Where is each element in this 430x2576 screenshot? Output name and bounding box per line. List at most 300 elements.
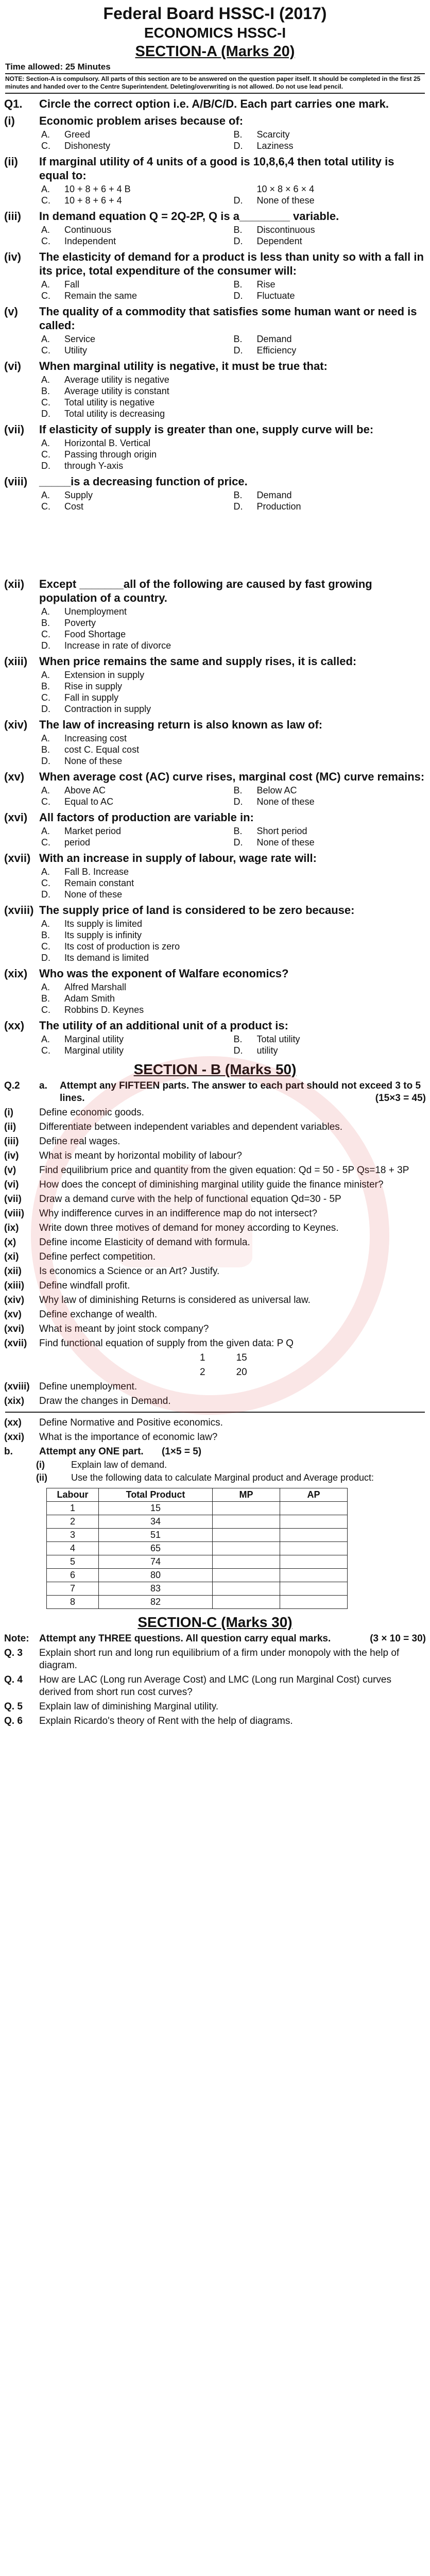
option-text: Adam Smith bbox=[64, 993, 115, 1004]
section-c-title: SECTION-C (Marks 30) bbox=[137, 1614, 293, 1630]
option-text: Total utility bbox=[256, 1034, 300, 1044]
divider bbox=[5, 1412, 425, 1413]
option-row bbox=[41, 385, 426, 397]
option-letter: B. bbox=[233, 225, 243, 235]
part-number: (viii) bbox=[4, 1208, 25, 1219]
mcq-options bbox=[41, 183, 426, 206]
mcq-options bbox=[41, 785, 426, 807]
option-letter: D. bbox=[41, 461, 50, 471]
section-b-part bbox=[4, 1208, 426, 1220]
option-text: Laziness bbox=[256, 141, 294, 151]
option-letter: C. bbox=[41, 1005, 50, 1015]
table-cell: 83 bbox=[99, 1582, 213, 1596]
option-row bbox=[41, 981, 426, 993]
table-cell: 8 bbox=[47, 1596, 99, 1609]
table-cell: 80 bbox=[99, 1569, 213, 1582]
option-text: Below AC bbox=[256, 785, 297, 795]
option-text: Its cost of production is zero bbox=[64, 941, 180, 952]
instructions-note: NOTE: Section-A is compulsory. All parts of this section are to be answered on the question paper itself. It should be completed in the first 25 minutes and handed over to the Centre Superintendent. Deleting/overwriting is not allowed. Do not use lead pencil. bbox=[5, 75, 425, 94]
option-text: Remain the same bbox=[64, 291, 137, 301]
option-grid bbox=[41, 333, 426, 356]
option-letter: A. bbox=[41, 438, 50, 448]
option-grid bbox=[41, 489, 426, 512]
option-text: Cost bbox=[64, 501, 84, 512]
option-row bbox=[41, 460, 426, 471]
section-b-part bbox=[4, 1294, 426, 1307]
table-header-cell: Labour bbox=[47, 1488, 99, 1502]
mcq-stem: If elasticity of supply is greater than one, supply curve will be: bbox=[39, 423, 374, 436]
table-row bbox=[47, 1529, 348, 1542]
option-letter: A. bbox=[41, 490, 50, 500]
section-a-title: SECTION-A (Marks 20) bbox=[135, 43, 295, 60]
part-number: (x) bbox=[4, 1237, 16, 1248]
option-text: None of these bbox=[256, 195, 315, 206]
mcq-question bbox=[4, 577, 426, 605]
question-text: Explain Ricardo's theory of Rent with the help of diagrams. bbox=[39, 1716, 293, 1726]
mcq-question bbox=[4, 718, 426, 732]
mcq-number: (xv) bbox=[4, 770, 25, 783]
mcq-options bbox=[41, 374, 426, 419]
section-b-part bbox=[4, 1395, 426, 1408]
option-text: Short period bbox=[256, 826, 307, 836]
option-row bbox=[41, 941, 426, 952]
q2b-label: b. bbox=[4, 1446, 13, 1457]
mcq-number: (xx) bbox=[4, 1019, 25, 1032]
option-letter: B. bbox=[233, 1034, 243, 1044]
option-text: Equal to AC bbox=[64, 796, 114, 807]
option-text: Dishonesty bbox=[64, 141, 111, 151]
option-letter: C. bbox=[41, 941, 50, 952]
part-text: Define income Elasticity of demand with formula. bbox=[39, 1237, 250, 1248]
section-b-part bbox=[4, 1417, 426, 1429]
part-number: (xiii) bbox=[4, 1280, 25, 1291]
mcq-question bbox=[4, 474, 426, 488]
table-cell bbox=[280, 1569, 348, 1582]
option-letter: D. bbox=[233, 141, 243, 151]
mcq-question bbox=[4, 422, 426, 436]
mcq-number: (iii) bbox=[4, 210, 21, 223]
option-letter: A. bbox=[41, 785, 50, 795]
option-letter: D. bbox=[41, 704, 50, 714]
mcq-number: (i) bbox=[4, 114, 15, 127]
option-text: through Y-axis bbox=[64, 461, 124, 471]
option-letter: C. bbox=[41, 236, 50, 246]
option-text: None of these bbox=[256, 837, 315, 848]
part-number: (vii) bbox=[4, 1194, 22, 1205]
option-letter: C. bbox=[41, 878, 50, 888]
pq-q: 15 bbox=[236, 1352, 247, 1363]
option-text: Fall B. Increase bbox=[64, 867, 129, 877]
table-cell: 5 bbox=[47, 1555, 99, 1569]
option-text: Extension in supply bbox=[64, 670, 145, 680]
note-label: Note: bbox=[4, 1633, 29, 1644]
option-row bbox=[41, 617, 426, 629]
table-cell bbox=[280, 1596, 348, 1609]
option-row bbox=[41, 755, 426, 767]
option-letter: B. bbox=[41, 386, 50, 396]
part-number: (ii) bbox=[4, 1122, 16, 1132]
table-cell bbox=[213, 1582, 280, 1596]
option-row bbox=[41, 681, 426, 692]
part-text: Differentiate between independent variables and dependent variables. bbox=[39, 1122, 343, 1132]
option-text: Total utility is negative bbox=[64, 397, 155, 408]
option-text: Utility bbox=[64, 345, 87, 355]
option-letter: C. bbox=[41, 629, 50, 639]
table-cell: 74 bbox=[99, 1555, 213, 1569]
q2-stem-text: Attempt any FIFTEEN parts. The answer to each part should not exceed 3 to 5 lines. bbox=[60, 1080, 421, 1104]
table-cell bbox=[280, 1502, 348, 1515]
table-cell: 2 bbox=[47, 1515, 99, 1529]
option-text: Supply bbox=[64, 490, 93, 500]
table-cell: 51 bbox=[99, 1529, 213, 1542]
option-letter: B. bbox=[41, 618, 50, 628]
option-row bbox=[41, 993, 426, 1004]
part-number: (xiv) bbox=[4, 1295, 25, 1306]
mcq-number: (xvii) bbox=[4, 852, 31, 865]
q2b-part bbox=[36, 1472, 426, 1484]
section-b-part bbox=[4, 1251, 426, 1263]
mcq-options bbox=[41, 224, 426, 247]
option-text: None of these bbox=[256, 796, 315, 807]
note-text-wrap bbox=[39, 1633, 426, 1645]
table-cell bbox=[280, 1515, 348, 1529]
option-row bbox=[41, 744, 426, 755]
option-text: Its supply is limited bbox=[64, 919, 143, 929]
option-letter: A. bbox=[41, 826, 50, 836]
part-number: (xviii) bbox=[4, 1381, 30, 1392]
table-row bbox=[47, 1502, 348, 1515]
option-letter: D. bbox=[41, 640, 50, 651]
mcq-number: (vi) bbox=[4, 360, 21, 372]
option-text: Market period bbox=[64, 826, 122, 836]
option-row bbox=[41, 889, 426, 900]
option-text: Average utility is constant bbox=[64, 386, 169, 396]
option-letter: B. bbox=[233, 334, 243, 344]
mcq-question bbox=[4, 654, 426, 668]
option-grid bbox=[41, 183, 426, 206]
option-letter: A. bbox=[41, 129, 50, 140]
mcq-options bbox=[41, 918, 426, 963]
table-cell: 82 bbox=[99, 1596, 213, 1609]
q2-stem bbox=[60, 1080, 426, 1105]
question-number: Q. 5 bbox=[4, 1701, 23, 1712]
option-letter: B. bbox=[41, 993, 50, 1004]
mcq-number: (xiii) bbox=[4, 655, 28, 668]
section-b-part bbox=[4, 1381, 426, 1393]
part-number: (iv) bbox=[4, 1150, 19, 1161]
option-letter: B. bbox=[41, 930, 50, 940]
pq-data-row bbox=[4, 1366, 426, 1379]
part-number: (iii) bbox=[4, 1136, 19, 1147]
part-text: Define Normative and Positive economics. bbox=[39, 1417, 223, 1428]
option-letter: A. bbox=[41, 279, 50, 290]
q2-heading bbox=[4, 1080, 426, 1105]
q2-marks: (15×3 = 45) bbox=[375, 1093, 426, 1104]
mcq-stem: _____is a decreasing function of price. bbox=[39, 475, 248, 488]
mcq-options bbox=[41, 489, 426, 512]
q2b-heading bbox=[4, 1446, 426, 1458]
option-text: Continuous bbox=[64, 225, 112, 235]
section-c-question bbox=[4, 1647, 426, 1672]
option-text: Contraction in supply bbox=[64, 704, 151, 714]
part-text: Define unemployment. bbox=[39, 1381, 137, 1392]
mcq-stem: When average cost (AC) curve rises, marginal cost (MC) curve remains: bbox=[39, 770, 425, 783]
option-letter: C. bbox=[41, 345, 50, 355]
part-text: How does the concept of diminishing marginal utility guide the finance minister? bbox=[39, 1179, 384, 1190]
part-text: Why indifference curves in an indifference map do not intersect? bbox=[39, 1208, 318, 1219]
option-letter: B. bbox=[41, 744, 50, 755]
section-c-question bbox=[4, 1715, 426, 1727]
part-number: (xi) bbox=[4, 1251, 19, 1262]
mcq-options bbox=[41, 981, 426, 1015]
option-text: Dependent bbox=[256, 236, 302, 246]
table-row bbox=[47, 1542, 348, 1555]
mcq-stem: All factors of production are variable in: bbox=[39, 811, 254, 824]
mcq-options bbox=[41, 825, 426, 848]
mcq-options bbox=[41, 606, 426, 651]
option-letter: B. bbox=[41, 681, 50, 691]
option-text: Independent bbox=[64, 236, 116, 246]
section-b-part bbox=[4, 1265, 426, 1278]
mcq-question bbox=[4, 903, 426, 917]
table-cell bbox=[213, 1596, 280, 1609]
part-text: Draw the changes in Demand. bbox=[39, 1396, 171, 1406]
table-cell: 34 bbox=[99, 1515, 213, 1529]
option-letter: A. bbox=[41, 1034, 50, 1044]
section-b-part bbox=[4, 1150, 426, 1162]
part-text: Define perfect competition. bbox=[39, 1251, 156, 1262]
option-grid bbox=[41, 279, 426, 301]
option-text: Average utility is negative bbox=[64, 375, 169, 385]
option-text: Rise in supply bbox=[64, 681, 123, 691]
part-number: (xvii) bbox=[4, 1338, 27, 1349]
part-text: Draw a demand curve with the help of functional equation Qd=30 - 5P bbox=[39, 1194, 341, 1205]
option-letter: C. bbox=[41, 397, 50, 408]
production-table bbox=[46, 1488, 348, 1609]
table-header-row bbox=[47, 1488, 348, 1502]
mcq-question bbox=[4, 967, 426, 980]
part-number: (i) bbox=[36, 1460, 45, 1470]
pq-q: 20 bbox=[236, 1367, 247, 1378]
table-cell bbox=[280, 1542, 348, 1555]
mcq-number: (v) bbox=[4, 305, 18, 318]
part-number: (xxi) bbox=[4, 1432, 25, 1443]
mcq-stem: In demand equation Q = 2Q-2P, Q is a________ variable. bbox=[39, 210, 339, 223]
option-text: Increasing cost bbox=[64, 733, 127, 743]
option-letter: D. bbox=[233, 236, 243, 246]
option-letter: C. bbox=[41, 501, 50, 512]
part-number: (xv) bbox=[4, 1309, 22, 1320]
part-text: Define real wages. bbox=[39, 1136, 121, 1147]
q1-heading bbox=[4, 97, 426, 111]
option-text: Rise bbox=[256, 279, 276, 290]
part-text: Define windfall profit. bbox=[39, 1280, 130, 1291]
section-b-part bbox=[4, 1323, 426, 1335]
table-cell: 4 bbox=[47, 1542, 99, 1555]
option-grid bbox=[41, 1033, 426, 1056]
option-letter: C. bbox=[41, 141, 50, 151]
section-c-question bbox=[4, 1674, 426, 1699]
option-text: period bbox=[64, 837, 91, 848]
table-cell: 65 bbox=[99, 1542, 213, 1555]
part-number: (xvi) bbox=[4, 1324, 25, 1334]
mcq-stem: When marginal utility is negative, it must be true that: bbox=[39, 360, 328, 372]
part-text: Explain law of demand. bbox=[71, 1460, 167, 1470]
part-number: (xii) bbox=[4, 1266, 22, 1277]
option-letter: C. bbox=[41, 1045, 50, 1056]
part-text: Use the following data to calculate Marginal product and Average product: bbox=[71, 1472, 374, 1483]
mcq-number: (xii) bbox=[4, 578, 25, 590]
option-row bbox=[41, 437, 426, 449]
option-row bbox=[41, 449, 426, 460]
option-letter: D. bbox=[233, 796, 243, 807]
part-number: (i) bbox=[4, 1107, 13, 1118]
option-text: Service bbox=[64, 334, 96, 344]
table-cell bbox=[213, 1529, 280, 1542]
table-row bbox=[47, 1596, 348, 1609]
question-text: Explain short run and long run equilibrium of a firm under monopoly with the help of diagram. bbox=[39, 1648, 400, 1671]
part-text: What is meant by joint stock company? bbox=[39, 1324, 209, 1334]
option-letter: A. bbox=[41, 982, 50, 992]
option-text: Its supply is infinity bbox=[64, 930, 142, 940]
option-letter: C. bbox=[41, 291, 50, 301]
option-letter: D. bbox=[233, 345, 243, 355]
option-letter: D. bbox=[41, 756, 50, 766]
table-cell: 15 bbox=[99, 1502, 213, 1515]
mcq-number: (xix) bbox=[4, 967, 28, 980]
mcq-options bbox=[41, 1033, 426, 1056]
option-letter: B. bbox=[233, 826, 243, 836]
option-letter: A. bbox=[41, 184, 50, 194]
table-cell bbox=[213, 1542, 280, 1555]
table-cell: 7 bbox=[47, 1582, 99, 1596]
q2-number: Q.2 bbox=[4, 1080, 20, 1091]
option-text: cost C. Equal cost bbox=[64, 744, 140, 755]
option-row bbox=[41, 1004, 426, 1015]
option-letter: B. bbox=[233, 129, 243, 140]
mcq-stem: The supply price of land is considered to be zero because: bbox=[39, 904, 355, 917]
table-cell bbox=[280, 1529, 348, 1542]
part-number: (ix) bbox=[4, 1223, 19, 1233]
option-text: Total utility is decreasing bbox=[64, 409, 165, 419]
option-grid bbox=[41, 785, 426, 807]
option-letter: D. bbox=[233, 195, 243, 206]
option-row bbox=[41, 918, 426, 929]
option-text: Unemployment bbox=[64, 606, 127, 617]
section-b-part bbox=[4, 1337, 426, 1350]
option-row bbox=[41, 374, 426, 385]
option-grid bbox=[41, 825, 426, 848]
mcq-question bbox=[4, 304, 426, 332]
q2-part-a-label: a. bbox=[39, 1080, 47, 1091]
option-text: Greed bbox=[64, 129, 91, 140]
option-text: 10 + 8 + 6 + 4 B bbox=[64, 184, 131, 194]
mcq-number: (xviii) bbox=[4, 904, 34, 917]
option-text: Increase in rate of divorce bbox=[64, 640, 171, 651]
pq-p: 1 bbox=[200, 1352, 205, 1363]
option-letter: A. bbox=[41, 375, 50, 385]
q2b-stem bbox=[39, 1446, 426, 1458]
question-number: Q. 4 bbox=[4, 1674, 23, 1685]
mcq-number: (ii) bbox=[4, 155, 18, 168]
option-letter: D. bbox=[41, 409, 50, 419]
mcq-options bbox=[41, 129, 426, 151]
mcq-options bbox=[41, 333, 426, 356]
option-letter: A. bbox=[41, 670, 50, 680]
part-number: (xx) bbox=[4, 1417, 22, 1428]
option-text: Food Shortage bbox=[64, 629, 126, 639]
section-b-part bbox=[4, 1121, 426, 1133]
table-header-cell: MP bbox=[213, 1488, 280, 1502]
mcq-stem: The law of increasing return is also known as law of: bbox=[39, 718, 323, 731]
option-letter: C. bbox=[41, 195, 50, 206]
option-grid bbox=[41, 129, 426, 151]
part-text: Define economic goods. bbox=[39, 1107, 144, 1118]
mcq-question bbox=[4, 770, 426, 784]
option-row bbox=[41, 669, 426, 681]
option-letter: D. bbox=[233, 1045, 243, 1056]
part-text: What is the importance of economic law? bbox=[39, 1432, 218, 1443]
option-letter bbox=[234, 183, 257, 195]
mcq-options bbox=[41, 437, 426, 471]
option-row bbox=[41, 640, 426, 651]
question-number: Q. 3 bbox=[4, 1648, 23, 1658]
table-cell: 6 bbox=[47, 1569, 99, 1582]
mcq-stem: Except _______all of the following are caused by fast growing population of a country. bbox=[39, 578, 372, 604]
option-row bbox=[41, 929, 426, 941]
option-letter: C. bbox=[41, 449, 50, 460]
option-row bbox=[41, 408, 426, 419]
option-row bbox=[41, 733, 426, 744]
part-text: Write down three motives of demand for money according to Keynes. bbox=[39, 1223, 339, 1233]
mcq-stem: If marginal utility of 4 units of a good is 10,8,6,4 then total utility is equal to: bbox=[39, 155, 394, 182]
mcq-stem: With an increase in supply of labour, wage rate will: bbox=[39, 852, 317, 865]
option-row bbox=[41, 397, 426, 408]
part-text: Find equilibrium price and quantity from the given equation: Qd = 50 - 5P Qs=18 + 3P bbox=[39, 1165, 409, 1176]
note-marks: (3 × 10 = 30) bbox=[370, 1633, 426, 1644]
section-b-part bbox=[4, 1280, 426, 1292]
option-text: Its demand is limited bbox=[64, 953, 149, 963]
table-cell bbox=[213, 1515, 280, 1529]
option-text: Horizontal B. Vertical bbox=[64, 438, 151, 448]
mcq-number: (viii) bbox=[4, 475, 28, 488]
option-text: Above AC bbox=[64, 785, 106, 795]
option-letter: D. bbox=[41, 889, 50, 900]
mcq-question bbox=[4, 250, 426, 278]
option-letter: D. bbox=[233, 501, 243, 512]
option-letter: A. bbox=[41, 334, 50, 344]
section-b-part bbox=[4, 1222, 426, 1234]
part-number: (vi) bbox=[4, 1179, 19, 1190]
part-number: (xix) bbox=[4, 1396, 25, 1406]
mcq-list bbox=[0, 114, 430, 1056]
mcq-question bbox=[4, 155, 426, 182]
option-row bbox=[41, 692, 426, 703]
table-row bbox=[47, 1515, 348, 1529]
option-letter: A. bbox=[41, 225, 50, 235]
table-cell bbox=[213, 1502, 280, 1515]
option-text: Efficiency bbox=[256, 345, 297, 355]
section-c-questions bbox=[0, 1647, 430, 1727]
option-text: 10 × 8 × 6 × 4 bbox=[256, 184, 315, 194]
q2b-stem-text: Attempt any ONE part. bbox=[39, 1446, 144, 1457]
option-text: utility bbox=[256, 1045, 278, 1056]
section-c-note bbox=[4, 1633, 426, 1645]
subject-title: ECONOMICS HSSC-I bbox=[144, 25, 286, 41]
option-row bbox=[41, 952, 426, 963]
part-text: Why law of diminishing Returns is considered as universal law. bbox=[39, 1295, 311, 1306]
pq-data-row bbox=[4, 1352, 426, 1364]
